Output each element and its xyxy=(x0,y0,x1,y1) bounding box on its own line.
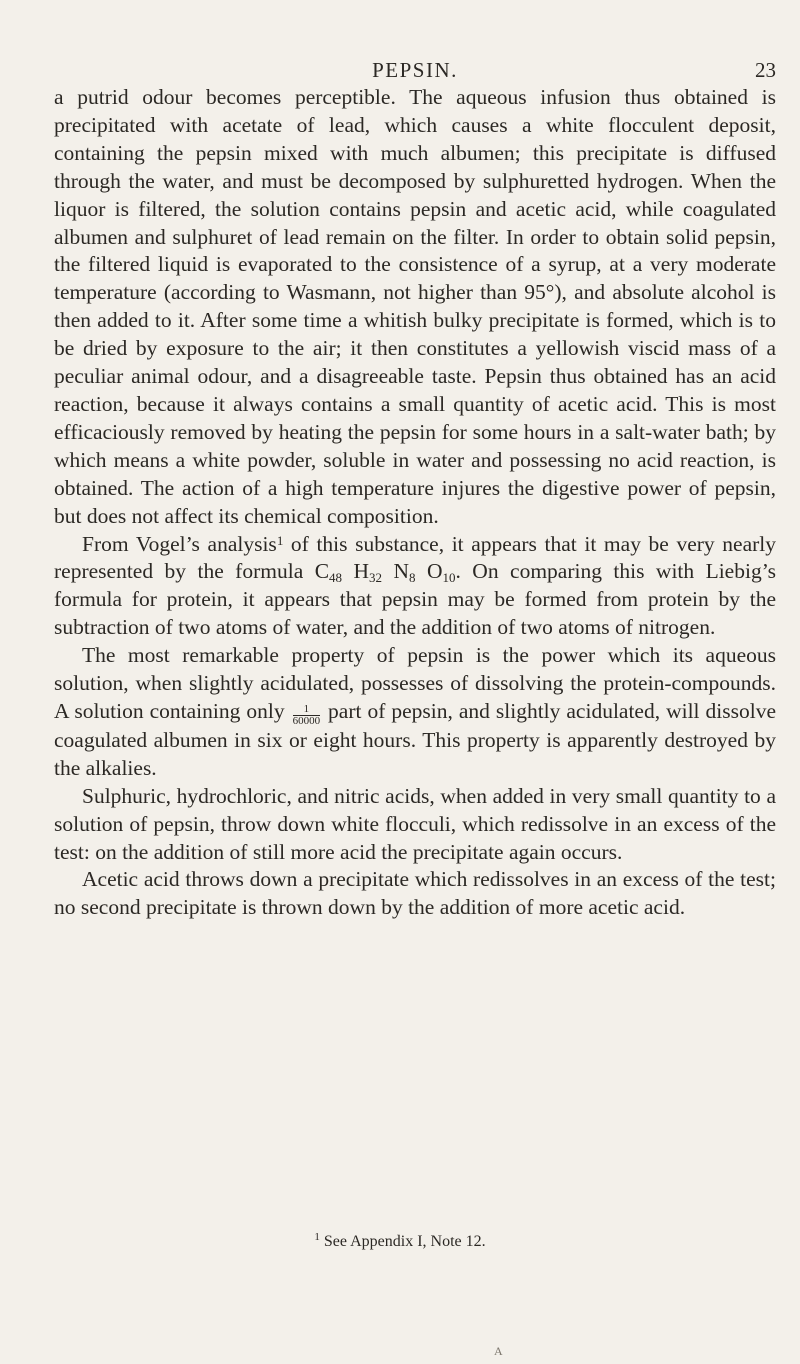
fraction-denominator: 60000 xyxy=(292,714,321,727)
paragraph-3-text-b: part of pepsin, and slightly acidulated, will dissolve coagulated albumen in six or eight hours. This property is apparently destroyed by the alkalies. xyxy=(54,698,776,780)
paragraph-3-text-a: The most remarkable property of pepsin is the power which its aqueous solution, when slightly acidulated, possesses of dissolving the protein-compounds. A solution containing only xyxy=(54,643,776,723)
formula-hydrogen-count: 32 xyxy=(369,570,383,586)
footnote-mark: 1 xyxy=(314,1231,320,1243)
paragraph-5: Acetic acid throws down a precipitate which redissolves in an excess of the test; no second precipitate is thrown down by the addition of more acetic acid. xyxy=(54,867,776,920)
footnote-reference: 1 xyxy=(276,532,284,548)
formula-oxygen: O xyxy=(426,559,443,584)
paragraph-3 xyxy=(54,642,776,783)
paragraph-2 xyxy=(54,531,776,643)
formula-oxygen-count: 10 xyxy=(442,570,456,586)
formula-carbon: C xyxy=(314,559,330,584)
paragraph-2-text-b: of this substance, it appears that it may be very nearly represented by the formula xyxy=(54,531,776,584)
paragraph-4: Sulphuric, hydrochloric, and nitric acids, when added in very small quantity to a solution of pepsin, throw down white flocculi, which redissolve in an excess of the test: on the addition of still more acid the precipitate again occurs. xyxy=(54,783,776,864)
running-title: PEPSIN. xyxy=(372,58,458,82)
formula-hydrogen: H xyxy=(353,559,370,584)
paragraph-2-text-a: From Vogel’s analysis xyxy=(82,531,277,556)
footnote xyxy=(0,1233,800,1251)
body-text xyxy=(54,84,776,922)
formula-carbon-count: 48 xyxy=(329,570,343,586)
paragraph-2-text-c: . On comparing this with Liebig’s formula for protein, it appears that pepsin may be formed from protein by the subtraction of two atoms of water, and the addition of two atoms of nitrogen. xyxy=(54,559,777,640)
footnote-text: See Appendix I, Note 12. xyxy=(319,1233,486,1250)
chemical-formula xyxy=(314,559,456,586)
formula-nitrogen-count: 8 xyxy=(409,570,416,586)
fraction xyxy=(293,704,321,727)
paragraph-1: a putrid odour becomes perceptible. The aqueous infusion thus obtained is precipitated with acetate of lead, which causes a white flocculent deposit, containing the pepsin mixed with much albumen; this precipitate is diffused through the water, and must be decomposed by sulphuretted hydrogen. When the liquor is filtered, the solution contains pepsin and acetic acid, while coagulated albumen and sulphuret of lead remain on the filter. In order to obtain solid pepsin, the filtered liquid is evaporated to the consistence of a syrup, at a very moderate temperature (according to Wasmann, not higher than 95°), and absolute alcohol is then added to it. After some time a whitish bulky precipitate is formed, which is to be dried by exposure to the air; it then constitutes a yellowish viscid mass of a peculiar animal odour, and a disagreeable taste. Pepsin thus obtained has an acid reaction, because it always contains a small quantity of acetic acid. This is most efficaciously removed by heating the pepsin for some hours in a salt-water bath; by which means a white powder, soluble in water and possessing no acid reaction, is obtained. The action of a high temperature injures the digestive power of pepsin, but does not affect its chemical composition. xyxy=(54,85,776,528)
fraction-numerator: 1 xyxy=(293,704,321,716)
formula-nitrogen: N xyxy=(393,559,409,584)
page-number: 23 xyxy=(755,58,776,82)
page-mark: A xyxy=(494,1344,503,1358)
